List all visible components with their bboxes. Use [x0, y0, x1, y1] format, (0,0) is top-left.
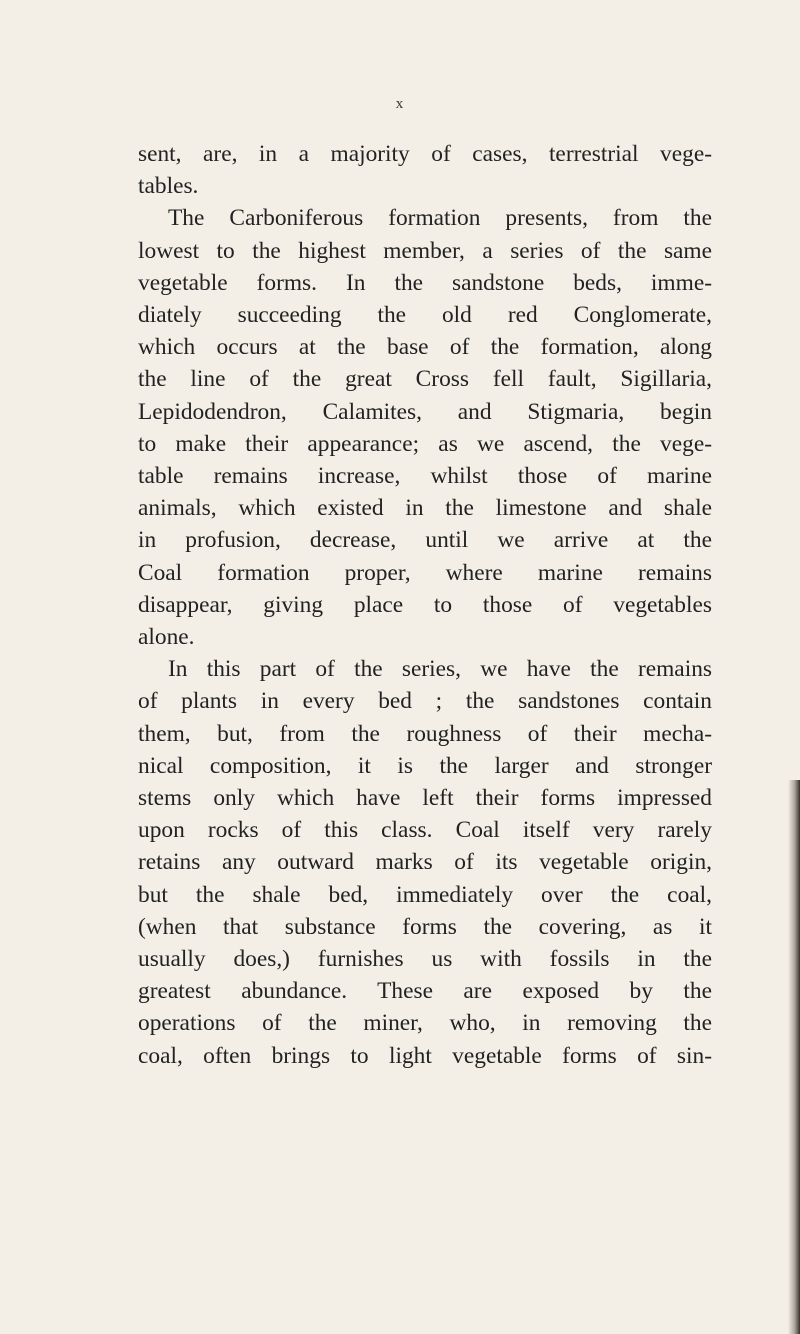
text-line: vegetable forms. In the sandstone beds, imme-	[138, 269, 712, 296]
text-line: greatest abundance. These are exposed by the	[138, 978, 712, 1005]
text-line: Lepidodendron, Calamites, and Stigmaria, begin	[138, 398, 712, 425]
text-line: lowest to the highest member, a series of the same	[138, 237, 712, 264]
text-line: alone.	[138, 624, 195, 651]
text-line: coal, often brings to light vegetable forms of sin-	[138, 1042, 712, 1069]
text-line: nical composition, it is the larger and stronger	[138, 752, 712, 779]
text-line: usually does,) furnishes us with fossils in the	[138, 946, 712, 973]
text-line: to make their appearance; as we ascend, the vege-	[138, 430, 712, 457]
page-edge-shadow	[788, 780, 800, 1334]
text-line: The Carboniferous formation presents, from the	[168, 205, 712, 232]
text-line: In this part of the series, we have the remains	[168, 656, 712, 683]
text-line: the line of the great Cross fell fault, Sigillaria,	[138, 366, 712, 393]
text-line: operations of the miner, who, in removing the	[138, 1010, 712, 1037]
text-line: (when that substance forms the covering, as it	[138, 913, 712, 940]
text-line: tables.	[138, 173, 199, 200]
text-line: in profusion, decrease, until we arrive at the	[138, 527, 712, 554]
page-number: x	[395, 96, 405, 112]
text-line: but the shale bed, immediately over the coal,	[138, 881, 712, 908]
text-line: sent, are, in a majority of cases, terrestrial vege-	[138, 141, 712, 167]
text-line: them, but, from the roughness of their mecha-	[138, 720, 712, 747]
text-line: Coal formation proper, where marine remains	[138, 559, 712, 586]
text-line: animals, which existed in the limestone and shale	[138, 495, 712, 522]
text-line: stems only which have left their forms impressed	[138, 785, 712, 812]
text-line: table remains increase, whilst those of marine	[138, 463, 712, 490]
text-line: diately succeeding the old red Conglomerate,	[138, 302, 712, 329]
text-line: which occurs at the base of the formation, along	[138, 334, 712, 361]
text-line: upon rocks of this class. Coal itself very rarely	[138, 817, 712, 844]
text-line: disappear, giving place to those of vegetables	[138, 591, 712, 618]
body-text	[138, 138, 712, 1072]
text-line: of plants in every bed ; the sandstones contain	[138, 688, 712, 715]
text-line: retains any outward marks of its vegetable origin,	[138, 849, 712, 876]
